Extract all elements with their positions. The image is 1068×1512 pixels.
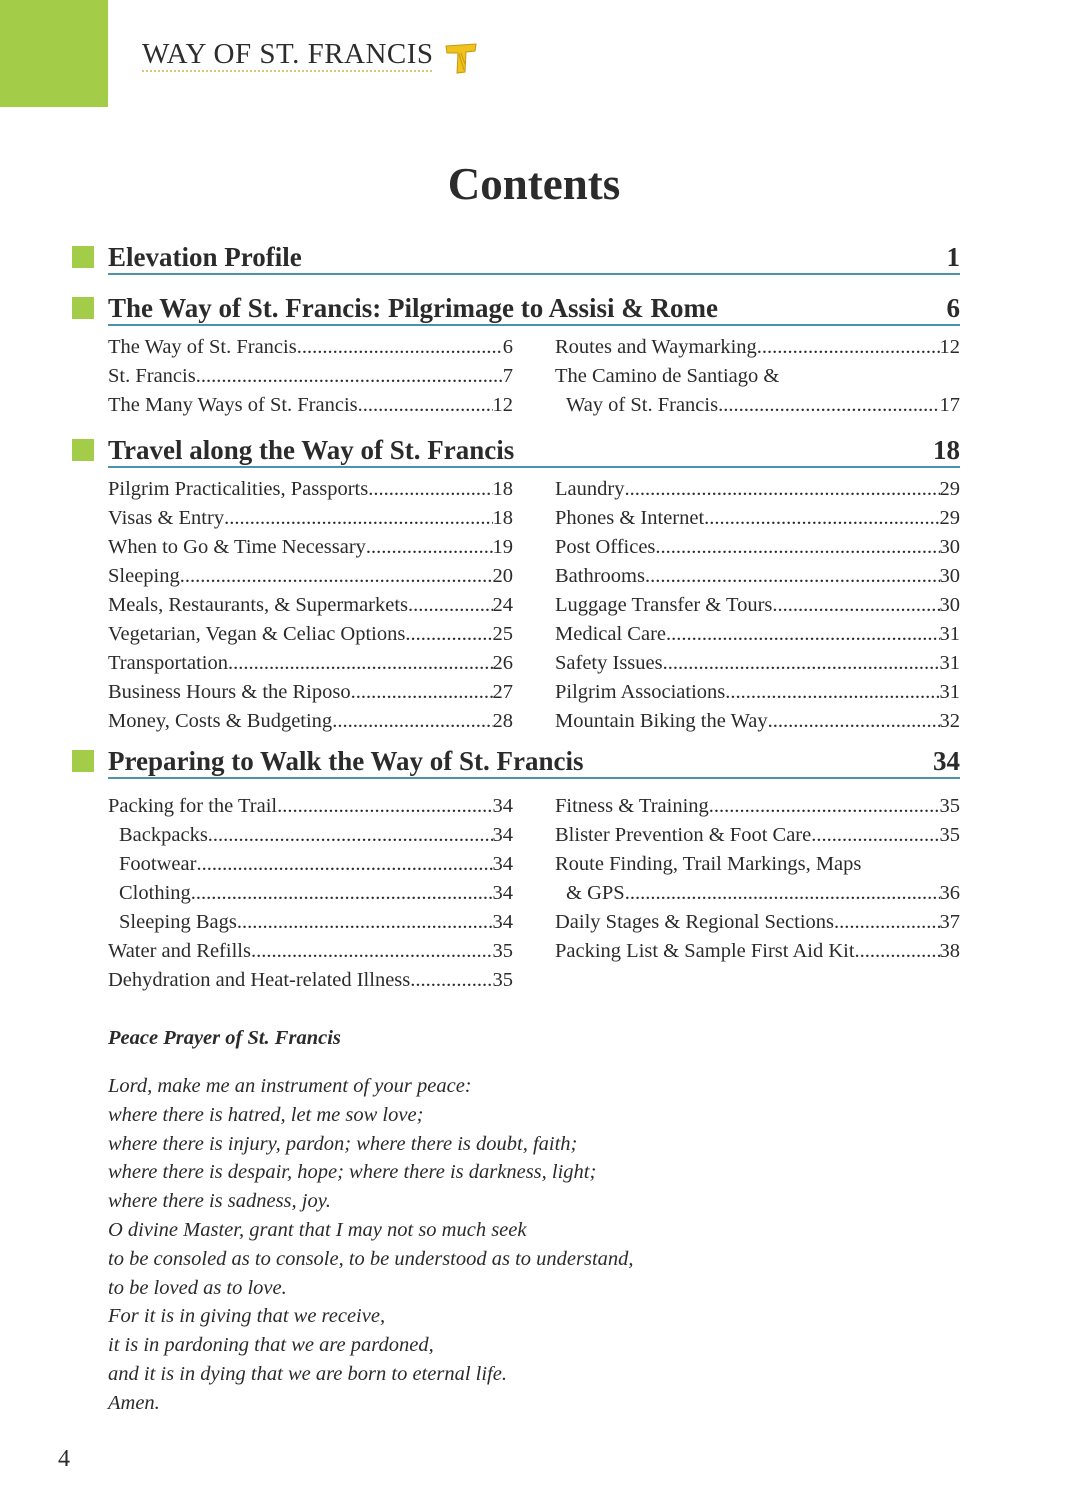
- dot-leader: [666, 620, 940, 649]
- entry-page: 35: [492, 940, 513, 962]
- toc-entry[interactable]: [555, 362, 960, 391]
- entry-title: Mountain Biking the Way: [555, 710, 768, 732]
- section-heading[interactable]: [72, 744, 960, 778]
- left-column: [108, 475, 513, 736]
- dot-leader: [709, 792, 940, 821]
- section-title: Preparing to Walk the Way of St. Francis: [108, 746, 584, 776]
- green-square-bullet: [72, 297, 94, 319]
- toc-entry[interactable]: [555, 879, 960, 908]
- entry-title: Medical Care: [555, 623, 666, 645]
- section-title: Elevation Profile: [108, 242, 302, 272]
- dot-leader: [366, 533, 493, 562]
- entry-page: 25: [492, 623, 513, 645]
- prayer-line: Amen.: [108, 1391, 160, 1414]
- entry-title: Bathrooms: [555, 565, 645, 587]
- entry-page: 31: [939, 652, 960, 674]
- dot-leader: [779, 362, 960, 391]
- entry-title: Blister Prevention & Foot Care: [555, 824, 812, 846]
- prayer-title: Peace Prayer of St. Francis: [108, 1027, 341, 1049]
- toc-entry[interactable]: [108, 879, 513, 908]
- dot-leader: [224, 504, 492, 533]
- entry-page: 32: [939, 710, 960, 732]
- right-column: [555, 333, 960, 420]
- toc-entry[interactable]: [555, 504, 960, 533]
- section-page: 34: [933, 746, 960, 776]
- dot-leader: [645, 562, 940, 591]
- entry-page: 7: [502, 365, 513, 387]
- prayer: [108, 1024, 634, 1418]
- dot-leader: [368, 475, 492, 504]
- green-corner-block: [0, 0, 108, 107]
- toc-entry[interactable]: [555, 937, 960, 966]
- entry-title: Safety Issues: [555, 652, 663, 674]
- entry-title: Visas & Entry: [108, 507, 225, 529]
- prayer-line: to be consoled as to console, to be understood as to understand,: [108, 1247, 634, 1270]
- entry-page: 29: [939, 478, 960, 500]
- dot-leader: [768, 707, 940, 736]
- entry-title: Packing List & Sample First Aid Kit: [555, 940, 855, 962]
- entry-title: Backpacks: [119, 824, 208, 846]
- entry-title: Fitness & Training: [555, 795, 709, 817]
- entry-title: When to Go & Time Necessary: [108, 536, 366, 558]
- entry-page: 34: [492, 824, 513, 846]
- toc-section: [72, 240, 960, 274]
- entry-page: 12: [492, 394, 513, 416]
- entry-page: 19: [492, 536, 513, 558]
- entry-title: Daily Stages & Regional Sections: [555, 911, 834, 933]
- section-heading[interactable]: [72, 433, 960, 467]
- entry-title: Phones & Internet: [555, 507, 705, 529]
- toc-entry[interactable]: [108, 678, 513, 707]
- dot-leader: [625, 879, 940, 908]
- toc-entry[interactable]: [555, 333, 960, 362]
- entry-page: 26: [492, 652, 513, 674]
- dot-leader: [855, 937, 940, 966]
- dot-leader: [208, 821, 493, 850]
- toc-entry[interactable]: [555, 391, 960, 420]
- toc-entry[interactable]: [108, 391, 513, 420]
- entry-page: 6: [502, 336, 513, 358]
- entry-title: Route Finding, Trail Markings, Maps: [555, 853, 862, 875]
- dot-leader: [251, 937, 493, 966]
- toc-entry[interactable]: [108, 533, 513, 562]
- dot-leader: [237, 908, 493, 937]
- dot-leader: [861, 850, 960, 879]
- entry-page: 38: [939, 940, 960, 962]
- toc-entry[interactable]: [555, 821, 960, 850]
- entry-title: & GPS: [566, 882, 625, 904]
- toc-section: [72, 291, 960, 420]
- dot-leader: [191, 879, 493, 908]
- right-column: [555, 475, 960, 736]
- toc-entry[interactable]: [108, 821, 513, 850]
- entry-title: Sleeping Bags: [119, 911, 237, 933]
- entry-page: 35: [939, 824, 960, 846]
- right-column: [555, 792, 960, 995]
- toc-entry[interactable]: [555, 562, 960, 591]
- dot-leader: [655, 533, 939, 562]
- toc-entry[interactable]: [108, 649, 513, 678]
- entry-page: 30: [939, 536, 960, 558]
- entry-page: 18: [492, 507, 513, 529]
- dot-leader: [196, 362, 503, 391]
- toc-entry[interactable]: [555, 649, 960, 678]
- entry-page: 18: [492, 478, 513, 500]
- section-page: 6: [946, 293, 960, 323]
- entry-title: Footwear: [119, 853, 197, 875]
- dot-leader: [332, 707, 492, 736]
- entry-page: 29: [939, 507, 960, 529]
- entry-page: 37: [939, 911, 960, 933]
- dot-leader: [718, 391, 939, 420]
- entry-title: Money, Costs & Budgeting: [108, 710, 333, 732]
- prayer-line: and it is in dying that we are born to eternal life.: [108, 1362, 507, 1385]
- entry-page: 35: [939, 795, 960, 817]
- prayer-line: it is in pardoning that we are pardoned,: [108, 1334, 434, 1357]
- prayer-line: where there is sadness, joy.: [108, 1190, 331, 1213]
- entry-page: 20: [492, 565, 513, 587]
- green-square-bullet: [72, 439, 94, 461]
- toc-entry[interactable]: [108, 707, 513, 736]
- prayer-line: O divine Master, grant that I may not so much seek: [108, 1218, 527, 1241]
- prayer-line: Lord, make me an instrument of your peace:: [108, 1075, 472, 1097]
- toc-entry[interactable]: [108, 966, 513, 995]
- entry-title: Clothing: [119, 882, 191, 904]
- dot-leader: [277, 792, 492, 821]
- entry-title: Meals, Restaurants, & Supermarkets: [108, 594, 409, 616]
- entry-page: 35: [492, 969, 513, 991]
- entry-title: St. Francis: [108, 365, 196, 387]
- toc-entry[interactable]: [108, 362, 513, 391]
- dot-leader: [725, 678, 939, 707]
- toc-entry[interactable]: [108, 908, 513, 937]
- entry-title: Dehydration and Heat-related Illness: [108, 969, 411, 991]
- entry-page: 31: [939, 623, 960, 645]
- toc-entry[interactable]: [108, 792, 513, 821]
- section-title: The Way of St. Francis: Pilgrimage to Assisi & Rome: [108, 293, 718, 323]
- toc-entry[interactable]: [108, 475, 513, 504]
- dot-leader: [196, 850, 492, 879]
- dot-leader: [358, 391, 493, 420]
- page-title: Contents: [447, 159, 621, 209]
- dot-leader: [811, 821, 939, 850]
- dot-leader: [757, 333, 940, 362]
- entry-title: Packing for the Trail: [108, 795, 278, 817]
- entry-title: Sleeping: [108, 565, 180, 587]
- entry-title: Laundry: [555, 478, 625, 500]
- dot-leader: [772, 591, 939, 620]
- tau-cross-icon: [444, 42, 478, 74]
- toc-entry[interactable]: [108, 333, 513, 362]
- entry-page: 31: [939, 681, 960, 703]
- prayer-line: For it is in giving that we receive,: [108, 1305, 386, 1328]
- prayer-line: where there is hatred, let me sow love;: [108, 1103, 424, 1126]
- entry-page: 28: [492, 710, 513, 732]
- left-column: [108, 792, 513, 995]
- dot-leader: [405, 620, 492, 649]
- toc-entry[interactable]: [108, 504, 513, 533]
- prayer-line: where there is injury, pardon; where there is doubt, faith;: [108, 1132, 578, 1155]
- entry-title: Business Hours & the Riposo: [108, 681, 351, 703]
- entry-page: 34: [492, 795, 513, 817]
- entry-title: Transportation: [108, 652, 228, 674]
- toc-entry[interactable]: [555, 850, 960, 879]
- toc-section: [72, 744, 960, 995]
- toc-section: [72, 433, 960, 736]
- entry-title: Pilgrim Associations: [555, 681, 726, 703]
- section-heading[interactable]: [72, 240, 960, 274]
- entry-title: The Way of St. Francis: [108, 336, 297, 358]
- toc-entry[interactable]: [555, 908, 960, 937]
- green-square-bullet: [72, 246, 94, 268]
- entry-page: 34: [492, 853, 513, 875]
- entry-title: Vegetarian, Vegan & Celiac Options: [108, 623, 406, 645]
- entry-title: The Many Ways of St. Francis: [108, 394, 358, 416]
- section-page: 18: [933, 435, 960, 465]
- toc-entry[interactable]: [555, 678, 960, 707]
- entry-title: Pilgrim Practicalities, Passports: [108, 478, 369, 500]
- green-square-bullet: [72, 750, 94, 772]
- section-page: 1: [946, 242, 960, 272]
- dot-leader: [663, 649, 940, 678]
- entry-title: Post Offices: [555, 536, 656, 558]
- entry-title: Luggage Transfer & Tours: [555, 594, 773, 616]
- entry-page: 36: [939, 882, 960, 904]
- entry-title: Water and Refills: [108, 940, 251, 962]
- prayer-line: to be loved as to love.: [108, 1276, 287, 1299]
- entry-page: 17: [939, 394, 960, 416]
- toc-entry[interactable]: [108, 620, 513, 649]
- entry-page: 30: [939, 565, 960, 587]
- header-dotted-rule: [142, 70, 432, 72]
- entry-title: Routes and Waymarking: [555, 336, 757, 358]
- page-number: 4: [58, 1446, 70, 1472]
- entry-page: 27: [492, 681, 513, 703]
- entry-page: 24: [492, 594, 513, 616]
- section-heading[interactable]: [72, 291, 960, 325]
- toc-entry[interactable]: [555, 475, 960, 504]
- dot-leader: [704, 504, 939, 533]
- entry-title: Way of St. Francis: [566, 394, 719, 416]
- dot-leader: [297, 333, 503, 362]
- dot-leader: [228, 649, 493, 678]
- entry-title: The Camino de Santiago &: [555, 365, 780, 387]
- entry-page: 12: [939, 336, 960, 358]
- toc-entry[interactable]: [555, 792, 960, 821]
- toc-entry[interactable]: [108, 591, 513, 620]
- dot-leader: [624, 475, 939, 504]
- dot-leader: [410, 966, 492, 995]
- prayer-line: where there is despair, hope; where there is darkness, light;: [108, 1161, 597, 1184]
- entry-page: 30: [939, 594, 960, 616]
- entry-page: 34: [492, 882, 513, 904]
- toc-entry[interactable]: [108, 850, 513, 879]
- section-title: Travel along the Way of St. Francis: [108, 435, 515, 465]
- toc-entry[interactable]: [555, 620, 960, 649]
- dot-leader: [408, 591, 492, 620]
- toc-entry[interactable]: [108, 937, 513, 966]
- dot-leader: [351, 678, 493, 707]
- dot-leader: [180, 562, 493, 591]
- left-column: [108, 333, 513, 420]
- toc-entry[interactable]: [555, 707, 960, 736]
- toc-entry[interactable]: [108, 562, 513, 591]
- entry-page: 34: [492, 911, 513, 933]
- dot-leader: [834, 908, 940, 937]
- running-header: WAY OF ST. FRANCIS: [142, 38, 434, 70]
- toc-entry[interactable]: [555, 591, 960, 620]
- toc-entry[interactable]: [555, 533, 960, 562]
